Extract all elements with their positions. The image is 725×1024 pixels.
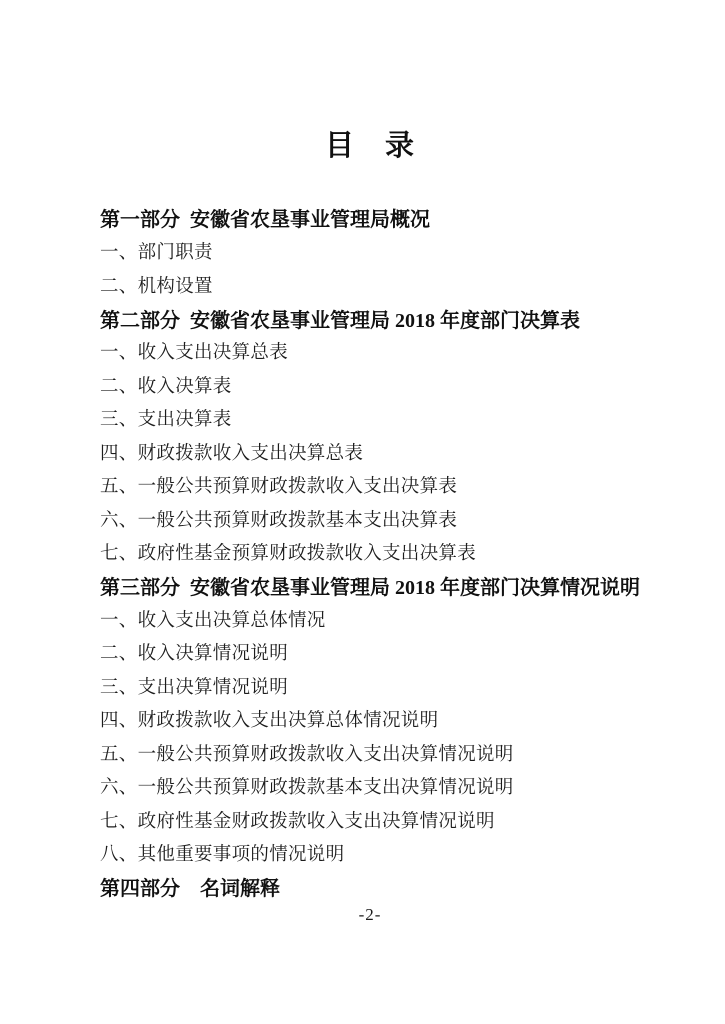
toc-entry-text: 六、一般公共预算财政拨款基本支出决算情况说明 [100,778,514,799]
toc-entry-text: 一、收入支出决算总体情况 [100,610,326,631]
toc-entry-text: 七、政府性基金预算财政拨款收入支出决算表 [100,544,477,565]
toc-item [100,335,640,368]
toc-section-heading [100,301,640,334]
toc-item [100,502,640,535]
toc-entry-text: 五、一般公共预算财政拨款收入支出决算情况说明 [100,744,514,765]
toc-item [100,268,640,301]
toc-item [100,234,640,267]
toc-entry-text: 第三部分 安徽省农垦事业管理局 2018 年度部门决算情况说明 [100,577,640,600]
toc-item [100,736,640,769]
toc-entry-text: 五、一般公共预算财政拨款收入支出决算表 [100,477,458,498]
toc-entry-text: 六、一般公共预算财政拨款基本支出决算表 [100,510,458,531]
toc-entry-text: 一、部门职责 [100,243,213,264]
toc-item [100,602,640,635]
toc-section-heading [100,201,640,234]
toc-entry-text: 七、政府性基金财政拨款收入支出决算情况说明 [100,811,495,832]
toc-item [100,703,640,736]
toc-list [100,201,640,903]
toc-item [100,535,640,568]
toc-entry-text: 第四部分 名词解释 [100,877,280,900]
toc-entry-text: 四、财政拨款收入支出决算总表 [100,443,364,464]
toc-item [100,803,640,836]
toc-item [100,669,640,702]
toc-item [100,636,640,669]
toc-entry-text: 四、财政拨款收入支出决算总体情况说明 [100,711,439,732]
toc-item [100,435,640,468]
toc-entry-text: 八、其他重要事项的情况说明 [100,845,345,866]
toc-section-heading [100,569,640,602]
toc-item [100,836,640,869]
page-number: -2- [358,905,382,925]
toc-item [100,469,640,502]
toc-entry-text: 二、机构设置 [100,276,213,297]
toc-entry-text: 第一部分 安徽省农垦事业管理局概况 [100,209,430,232]
toc-section-heading [100,870,640,903]
toc-entry-text: 三、支出决算表 [100,410,232,431]
toc-entry-text: 一、收入支出决算总表 [100,343,289,364]
toc-entry-text: 第二部分 安徽省农垦事业管理局 2018 年度部门决算表 [100,309,580,332]
toc-entry-text: 三、支出决算情况说明 [100,677,289,698]
toc-entry-text: 二、收入决算情况说明 [100,644,289,665]
toc-item [100,769,640,802]
toc-entry-text: 二、收入决算表 [100,376,232,397]
toc-item [100,402,640,435]
page-title: 目 录 [324,130,415,162]
toc-item [100,368,640,401]
